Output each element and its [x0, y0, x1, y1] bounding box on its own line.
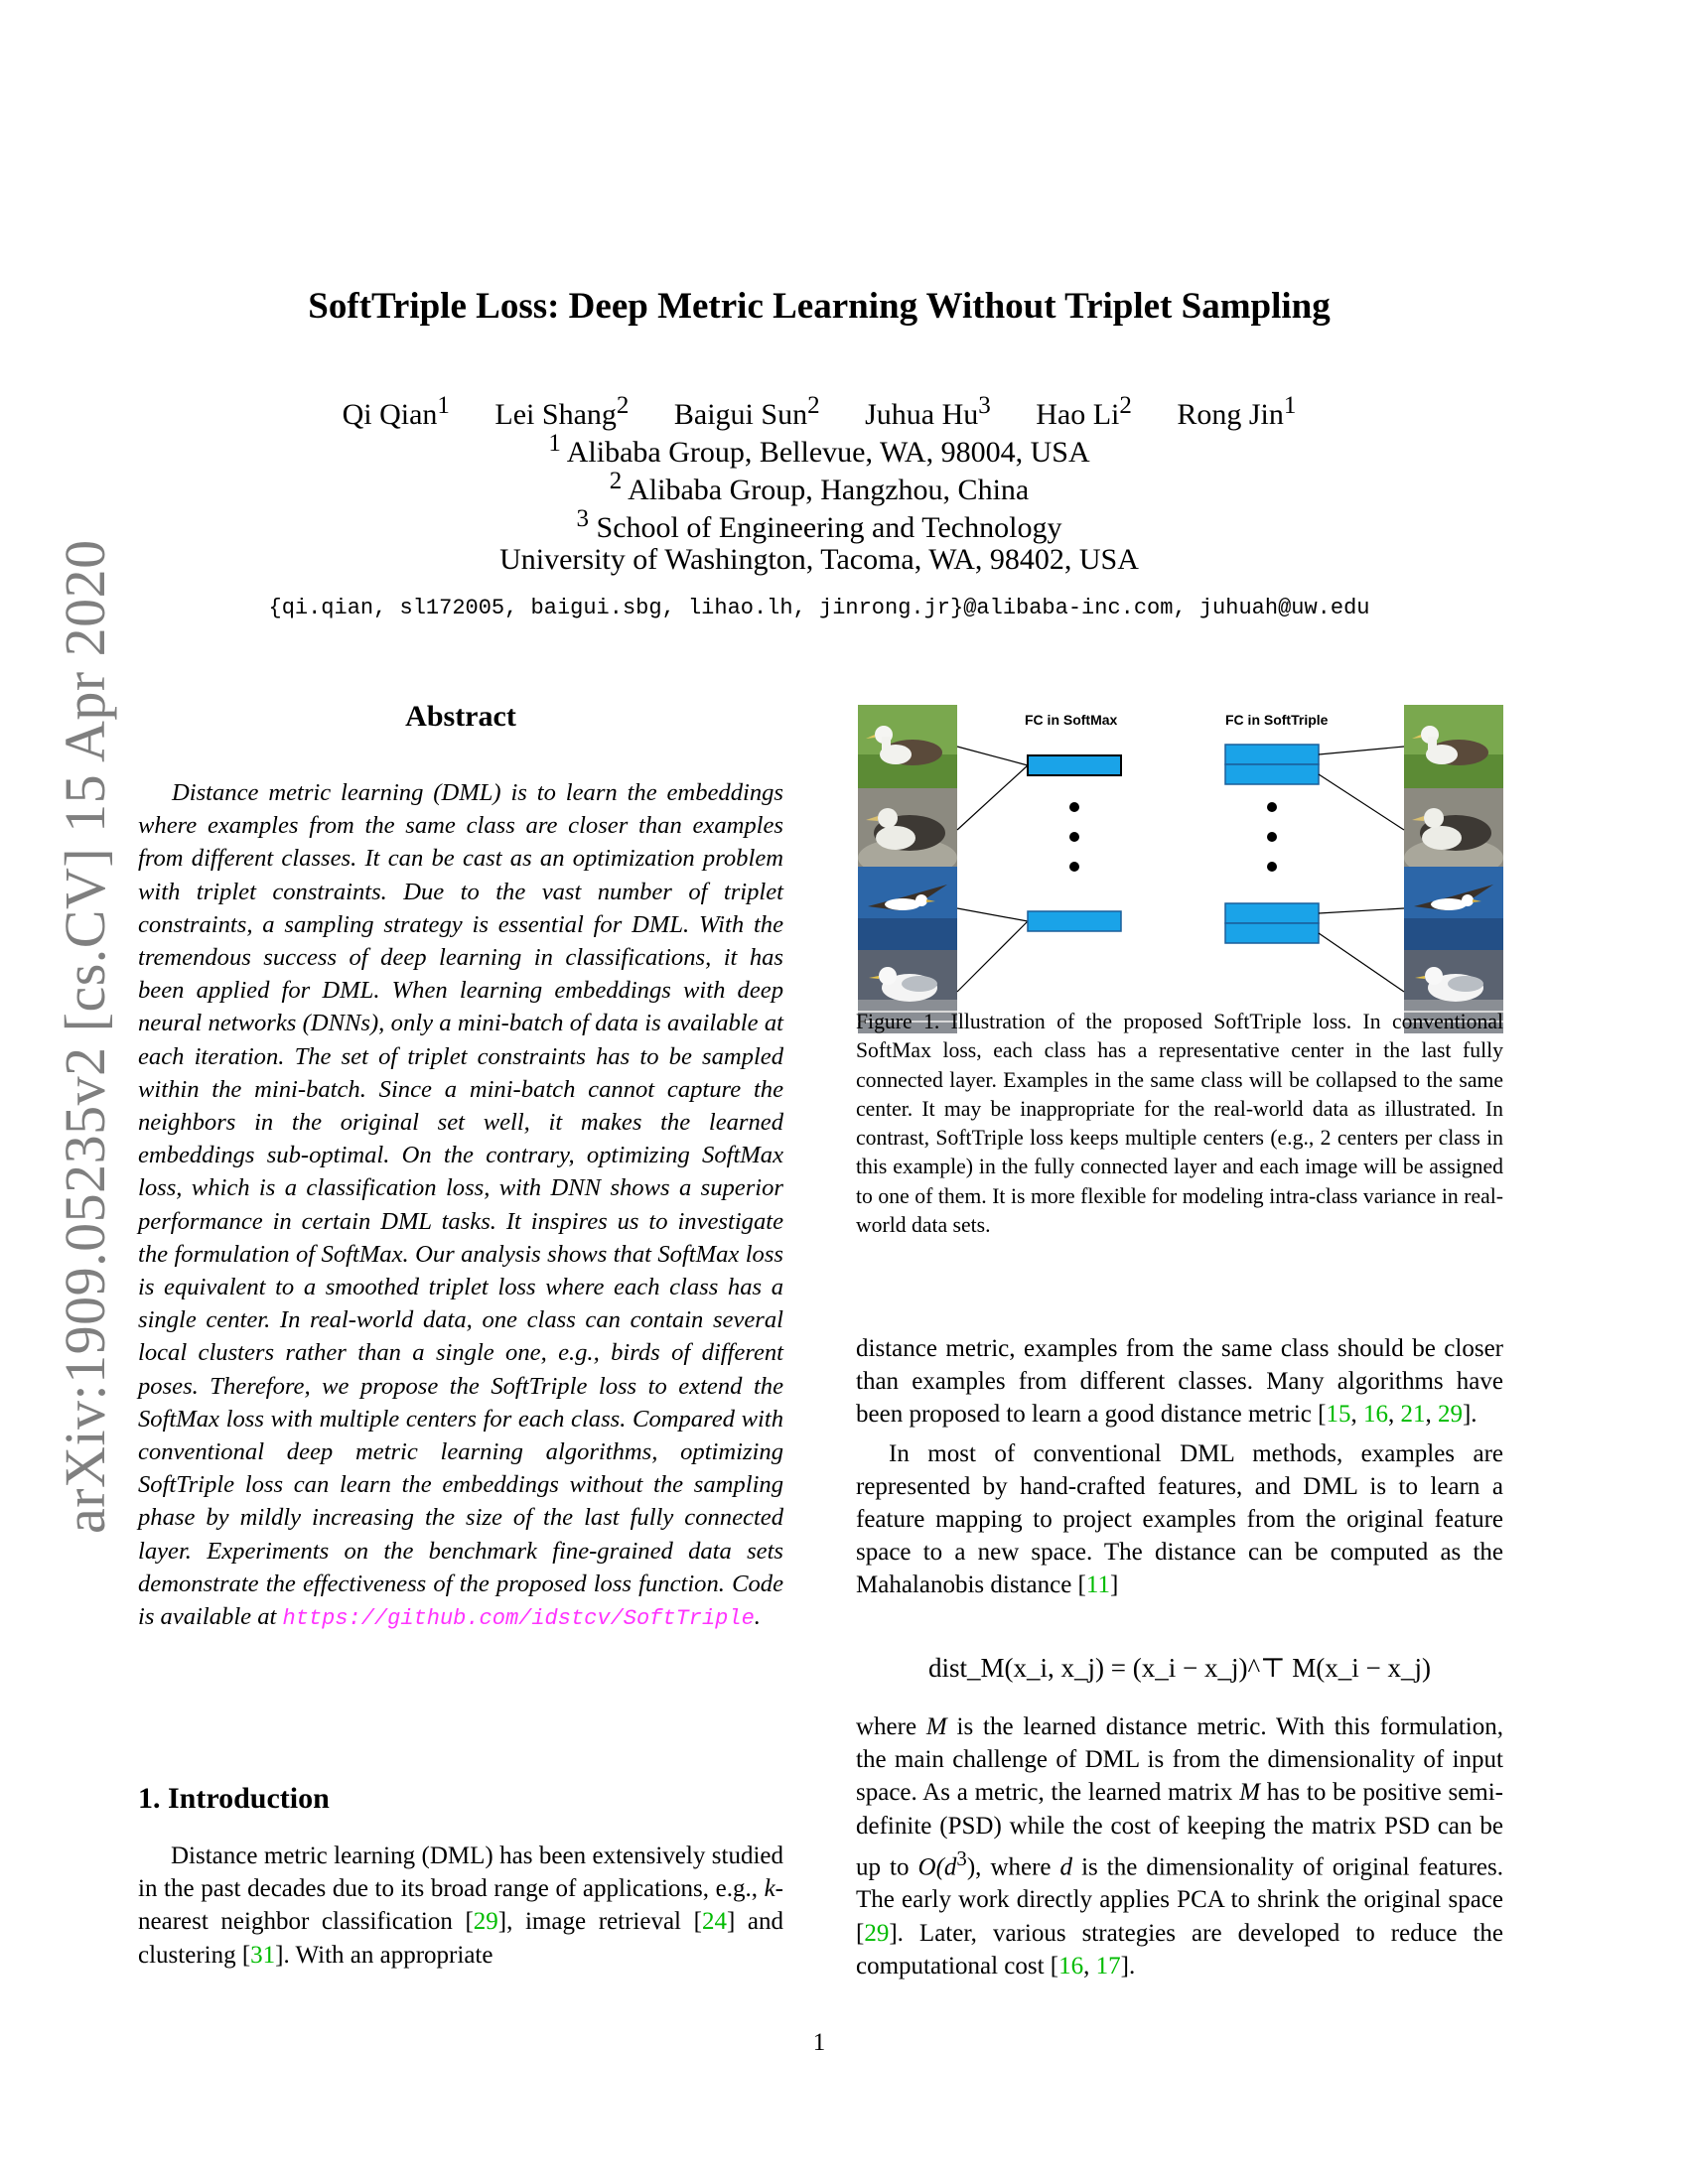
section-heading-introduction: 1. Introduction: [138, 1782, 330, 1815]
citation-link[interactable]: 29: [473, 1908, 498, 1936]
right-column-text-2: where M is the learned distance metric. With this formulation, the main challenge of DML is from the dimensionality of input space. As a metric, the learned matrix M has to be positive semi-definite (PSD) while the cost of keeping the matrix PSD can be up to $O(d^3)$, where d is the dimensionality of original features. The early work directly applies PCA to shrink the original space [29]. Later, various strategies are developed to reduce the computational cost [16, 17].: [856, 1713, 1504, 1979]
softmax-center-class-2: [1028, 911, 1121, 931]
citation-link[interactable]: 21: [1400, 1401, 1426, 1429]
author: Lei Shang$^2$: [494, 392, 630, 431]
citation-link[interactable]: 11: [1085, 1571, 1110, 1599]
connection-line: [957, 747, 1028, 765]
label-fc-softmax: FC in SoftMax: [1025, 712, 1118, 728]
citation-link[interactable]: 16: [1362, 1401, 1388, 1429]
ellipsis-dot: [1069, 862, 1079, 872]
citation-link[interactable]: 29: [864, 1919, 890, 1947]
author: Hao Li$^2$: [1036, 392, 1132, 431]
ellipsis-dot: [1069, 832, 1079, 842]
connection-line: [957, 765, 1028, 830]
softtriple-center-class-2-b: [1225, 923, 1319, 943]
author: Baigui Sun$^2$: [673, 392, 820, 431]
softmax-center-class-1: [1028, 755, 1121, 775]
connection-line: [1319, 933, 1404, 992]
label-fc-softtriple: FC in SoftTriple: [1225, 712, 1329, 728]
right-column-text: [856, 1332, 1503, 1602]
mahalanobis-equation: dist_M(x_i, x_j) = (x_i − x_j)^⊤ M(x_i − x_j): [928, 1653, 1431, 1683]
connection-line: [957, 908, 1028, 921]
softtriple-center-class-2-a: [1225, 903, 1319, 923]
arxiv-stamp: arXiv:1909.05235v2 [cs.CV] 15 Apr 2020: [53, 539, 117, 1534]
author: Qi Qian$^1$: [342, 392, 450, 431]
ellipsis-dot: [1069, 802, 1079, 812]
paragraph: distance metric, examples from the same class should be closer than examples from different classes. Many algorithms have been proposed to learn a good distance metric [15, 16, 21, 29].: [856, 1335, 1503, 1429]
affiliation-2: $^2$ Alibaba Group, Hangzhou, China: [609, 468, 1030, 506]
paper-title: SoftTriple Loss: Deep Metric Learning Without Triplet Sampling: [308, 286, 1331, 327]
softtriple-center-class-1-b: [1225, 764, 1319, 784]
connection-line: [1319, 908, 1404, 913]
code-link[interactable]: https://github.com/idstcv/SoftTriple: [282, 1606, 755, 1632]
ellipsis-dot: [1267, 862, 1277, 872]
affiliation-3-cont: University of Washington, Tacoma, WA, 98402, USA: [499, 543, 1139, 576]
figure-1-caption: Figure 1. Illustration of the proposed SoftTriple loss. In conventional SoftMax loss, each class has a representative center in the last fully connected layer. Examples in the same class will be collapsed to the same center. It may be inappropriate for the real-world data as illustrated. In contrast, SoftTriple loss keeps multiple centers (e.g., 2 centers per class in this example) in the fully connected layer and each image will be assigned to one of them. It is more flexible for modeling intra-class variance in real-world data sets.: [856, 1010, 1503, 1238]
connection-line: [1319, 747, 1404, 754]
abstract-heading: Abstract: [405, 700, 516, 733]
introduction-paragraph: Distance metric learning (DML) has been extensively studied in the past decades due to its broad range of applications, e.g., k-nearest neighbor classification [29], image retrieval [24] and clustering [31]. With an appropriate: [138, 1843, 783, 1969]
citation-link[interactable]: 29: [1437, 1401, 1463, 1429]
email-line: {qi.qian, sl172005, baigui.sbg, lihao.lh, jinrong.jr}@alibaba-inc.com, juhuah@uw.edu: [268, 596, 1370, 620]
author: Juhua Hu$^3$: [865, 392, 991, 431]
citation-link[interactable]: 17: [1095, 1952, 1121, 1979]
connection-line: [1319, 774, 1404, 830]
author-list: [0, 392, 1638, 432]
citation-link[interactable]: 24: [701, 1908, 727, 1936]
affiliation-1: $^1$ Alibaba Group, Bellevue, WA, 98004, USA: [548, 430, 1090, 469]
figure-diagram: [858, 705, 1503, 1001]
page-number: 1: [812, 2029, 826, 2056]
ellipsis-dot: [1267, 802, 1277, 812]
paragraph: In most of conventional DML methods, examples are represented by hand-crafted features, and DML is to learn a feature mapping to project examples from the original feature space to a new space. The distance can be computed as the Mahalanobis distance [11]: [856, 1439, 1503, 1599]
ellipsis-dot: [1267, 832, 1277, 842]
connection-line: [957, 921, 1028, 992]
abstract-body: Distance metric learning (DML) is to learn the embeddings where examples from the same class are closer than examples from different classes. It can be cast as an optimization problem with triplet constraints. Due to the vast number of triplet constraints, a sampling strategy is essential for DML. With the tremendous success of deep learning in classifications, it has been applied for DML. When learning embeddings with deep neural networks (DNNs), only a mini-batch of data is available at each iteration. The set of triplet constraints has to be sampled within the mini-batch. Since a mini-batch cannot capture the neighbors in the original set well, it makes the learned embeddings sub-optimal. On the contrary, optimizing SoftMax loss, which is a classification loss, with DNN shows a superior performance in certain DML tasks. It inspires us to investigate the formulation of SoftMax. Our analysis shows that SoftMax loss is equivalent to a smoothed triplet loss where each class has a single center. In real-world data, one class can contain several local clusters rather than a single one, e.g., birds of different poses. Therefore, we propose the SoftTriple loss to extend the SoftMax loss with multiple centers for each class. Compared with conventional deep metric learning algorithms, optimizing SoftTriple loss can learn the embeddings without the sampling phase by mildly increasing the size of the last fully connected layer. Experiments on the benchmark fine-grained data sets demonstrate the effectiveness of the proposed loss function. Code is available at https://github.com/idstcv/SoftTriple.: [138, 779, 783, 1632]
author: Rong Jin$^1$: [1177, 392, 1297, 431]
citation-link[interactable]: 16: [1058, 1952, 1084, 1979]
softtriple-center-class-1-a: [1225, 745, 1319, 764]
citation-link[interactable]: 15: [1326, 1401, 1351, 1429]
affiliation-3: $^3$ School of Engineering and Technology: [576, 505, 1062, 544]
figure-1: [858, 705, 1503, 1001]
citation-link[interactable]: 31: [250, 1941, 276, 1969]
